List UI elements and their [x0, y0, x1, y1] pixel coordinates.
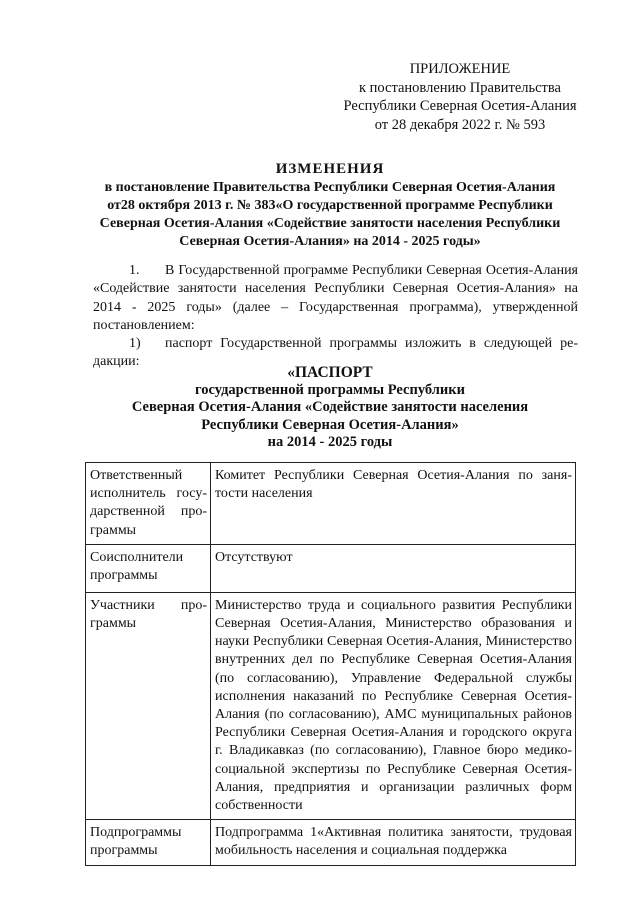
- row-value: Комитет Республики Северная Осетия-Алания по занятости населения: [211, 463, 576, 545]
- row-value: Министерство труда и социального развития Республики Северная Осетия-Алания, Министерство образования и науки Республики Северная Осетия-Алания, Министерство внутренних дел по Республике Северная Осетия-Алания (по согласованию), Управление Федеральной службы исполнения наказаний по Республике Северная Осетия-Алания (по согласованию), АМС муниципальных районов Республики Северная Осетия-Алания и городского округа г. Владикавказ (по согласованию), Главное бюро медико-социальной экспертизы по Республике Северная Осетия-Алания, предприятия и организации различных форм собственности: [211, 592, 576, 819]
- body-text: [93, 262, 578, 372]
- appendix-line-3: от 28 декабря 2022 г. № 593: [374, 116, 546, 133]
- row-label: Участники программы: [86, 592, 211, 819]
- passport-heading: [80, 364, 580, 452]
- paragraph-1-number: 1.: [129, 263, 140, 278]
- passport-line-1: государственной программы Республики: [195, 381, 465, 398]
- heading-title: ИЗМЕНЕНИЯ: [275, 161, 385, 177]
- appendix-block: [330, 60, 590, 134]
- row-label: Соисполнители программы: [86, 544, 211, 592]
- heading-line-1: в постановление Правительства Республики Северная Осетия-Алания: [104, 180, 556, 195]
- passport-table: [85, 462, 576, 866]
- appendix-line-1: к постановлению Правительства: [359, 79, 561, 96]
- paragraph-1: [93, 262, 578, 335]
- paragraph-2-text: паспорт Государственной программы изложить в следующей редакции:: [93, 336, 578, 370]
- table-row: [86, 592, 576, 819]
- appendix-title: ПРИЛОЖЕНИЕ: [409, 61, 511, 77]
- table-row: [86, 544, 576, 592]
- row-label: Ответственный исполнитель государственной программы: [86, 463, 211, 545]
- paragraph-1-text: В Государственной программе Республики Северная Осетия-Алания «Содействие занятости населения Республики Северная Осетия-Алания» на 2014 - 2025 годы» (далее – Государственная программа), утвержденной постановлением:: [93, 263, 578, 333]
- table-row: [86, 463, 576, 545]
- passport-title: «ПАСПОРТ: [287, 364, 373, 381]
- passport-line-4: на 2014 - 2025 годы: [267, 434, 393, 450]
- appendix-line-2: Республики Северная Осетия-Алания: [343, 98, 577, 114]
- row-label: Подпрограммы программы: [86, 820, 211, 865]
- document-heading: [80, 160, 580, 251]
- passport-line-2: Северная Осетия-Алания «Содействие занятости населения: [131, 399, 529, 415]
- heading-line-3: Северная Осетия-Алания «Содействие занятости населения Республики: [99, 216, 561, 231]
- table-row: [86, 820, 576, 865]
- row-value: Отсутствуют: [211, 544, 576, 592]
- paragraph-2-number: 1): [129, 336, 141, 352]
- row-value: Подпрограмма 1«Активная политика занятости, трудовая мобильность населения и социальная поддержка: [211, 820, 576, 865]
- heading-line-2: от28 октября 2013 г. № 383«О государственной программе Республики: [107, 198, 553, 213]
- heading-line-4: Северная Осетия-Алания» на 2014 - 2025 годы»: [179, 234, 481, 249]
- passport-line-3: Республики Северная Осетия-Алания»: [201, 416, 459, 433]
